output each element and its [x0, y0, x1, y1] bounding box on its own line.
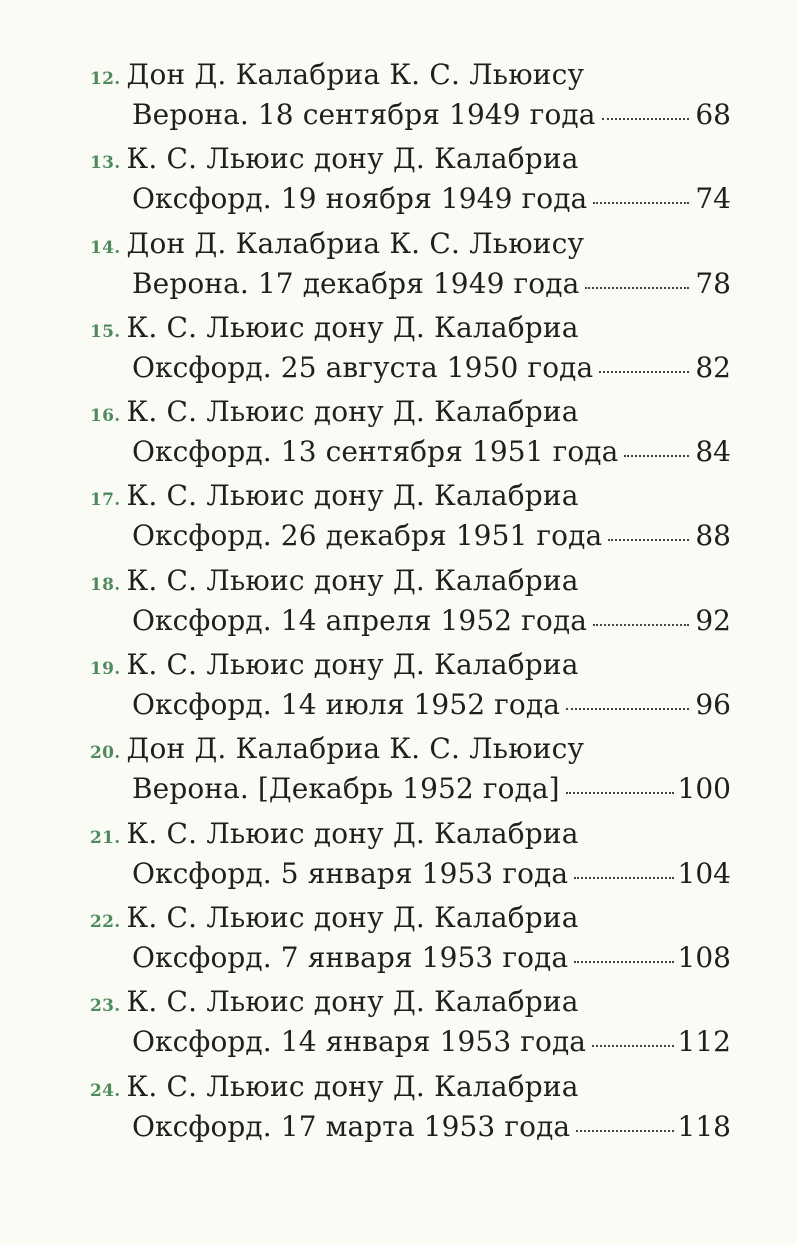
entry-page-number: 82 — [695, 350, 731, 384]
entry-heading-line — [90, 311, 579, 351]
entry-number: 17. — [90, 490, 121, 511]
entry-heading: Дон Д. Калабриа К. С. Льюису — [126, 58, 585, 91]
dot-leader — [608, 537, 689, 541]
toc-entry[interactable] — [0, 985, 797, 1069]
entry-heading-line — [90, 732, 584, 772]
entry-page-number: 112 — [677, 1025, 731, 1059]
entry-place-date: Оксфорд. 19 ноября 1949 года — [132, 182, 588, 216]
toc-entry[interactable] — [0, 58, 797, 142]
dot-leader — [593, 622, 689, 626]
entry-page-number: 108 — [677, 940, 731, 974]
entry-number: 19. — [90, 659, 121, 680]
entry-place-line — [132, 1025, 731, 1065]
entry-page-number: 74 — [695, 182, 731, 216]
toc-entry[interactable] — [0, 395, 797, 479]
dot-leader — [576, 1128, 673, 1132]
entry-number: 22. — [90, 911, 121, 932]
toc-entry[interactable] — [0, 732, 797, 816]
entry-place-line — [132, 351, 731, 391]
entry-heading-line — [90, 142, 579, 182]
entry-place-line — [132, 941, 731, 981]
toc-entry[interactable] — [0, 817, 797, 901]
entry-heading: К. С. Льюис дону Д. Калабриа — [126, 648, 579, 682]
dot-leader — [566, 790, 674, 794]
entry-place-line — [132, 1110, 731, 1150]
entry-page-number: 100 — [677, 772, 731, 806]
entry-page-number: 88 — [695, 519, 731, 553]
entry-heading-line — [90, 58, 584, 98]
entry-number: 18. — [90, 574, 121, 595]
entry-page-number: 118 — [677, 1109, 731, 1143]
entry-place-date: Оксфорд. 25 августа 1950 года — [132, 350, 594, 384]
entry-heading-line — [90, 227, 584, 267]
entry-heading: К. С. Льюис дону Д. Калабриа — [126, 395, 579, 429]
toc-entry[interactable] — [0, 1070, 797, 1154]
entry-heading-line — [90, 648, 579, 688]
entry-heading: К. С. Льюис дону Д. Калабриа — [126, 1069, 579, 1103]
entry-place-date: Оксфорд. 26 декабря 1951 года — [132, 519, 603, 553]
entry-page-number: 78 — [695, 266, 731, 300]
dot-leader — [566, 706, 689, 710]
toc-entry[interactable] — [0, 901, 797, 985]
entry-number: 20. — [90, 743, 121, 764]
dot-leader — [585, 285, 689, 289]
entry-place-line — [132, 435, 731, 475]
entry-number: 24. — [90, 1080, 121, 1101]
entry-number: 21. — [90, 827, 121, 848]
entry-place-line — [132, 857, 731, 897]
toc-entry[interactable] — [0, 142, 797, 226]
entry-heading-line — [90, 1070, 579, 1110]
dot-leader — [599, 369, 689, 373]
entry-number: 14. — [90, 237, 121, 258]
entry-heading: К. С. Льюис дону Д. Калабриа — [126, 985, 579, 1019]
entry-heading-line — [90, 564, 579, 604]
entry-page-number: 84 — [695, 435, 731, 469]
entry-heading-line — [90, 817, 579, 857]
entry-place-date: Оксфорд. 14 января 1953 года — [132, 1025, 587, 1059]
entry-heading-line — [90, 479, 579, 519]
entry-number: 15. — [90, 321, 121, 342]
entry-heading: К. С. Льюис дону Д. Калабриа — [126, 310, 579, 344]
toc-entry[interactable] — [0, 479, 797, 563]
dot-leader — [593, 200, 689, 204]
table-of-contents — [0, 58, 797, 1154]
entry-heading: К. С. Льюис дону Д. Калабриа — [126, 563, 579, 597]
toc-entry[interactable] — [0, 311, 797, 395]
entry-place-date: Оксфорд. 5 января 1953 года — [132, 856, 569, 890]
entry-place-line — [132, 267, 731, 307]
entry-place-line — [132, 604, 731, 644]
entry-place-line — [132, 519, 731, 559]
entry-heading: К. С. Льюис дону Д. Калабриа — [126, 816, 579, 850]
dot-leader — [574, 959, 673, 963]
entry-place-date: Оксфорд. 14 июля 1952 года — [132, 688, 561, 722]
entry-number: 12. — [90, 69, 121, 89]
dot-leader — [624, 453, 689, 457]
entry-place-date: Оксфорд. 13 сентября 1951 года — [132, 435, 619, 469]
entry-page-number: 96 — [695, 688, 731, 722]
toc-entry[interactable] — [0, 227, 797, 311]
entry-page-number: 104 — [677, 856, 731, 890]
entry-number: 23. — [90, 996, 121, 1017]
entry-place-date: Оксфорд. 17 марта 1953 года — [132, 1109, 571, 1143]
entry-page-number: 92 — [695, 603, 731, 637]
dot-leader — [574, 875, 673, 879]
entry-page-number: 68 — [695, 98, 731, 131]
entry-place-line — [132, 182, 731, 222]
entry-place-date: Оксфорд. 7 января 1953 года — [132, 940, 569, 974]
toc-entry[interactable] — [0, 648, 797, 732]
entry-place-date: Оксфорд. 14 апреля 1952 года — [132, 603, 588, 637]
entry-number: 13. — [90, 153, 121, 174]
entry-heading: К. С. Льюис дону Д. Калабриа — [126, 142, 579, 176]
entry-heading: К. С. Льюис дону Д. Калабриа — [126, 479, 579, 513]
entry-place-line — [132, 688, 731, 728]
dot-leader — [592, 1043, 673, 1047]
entry-heading-line — [90, 901, 579, 941]
dot-leader — [602, 116, 689, 120]
entry-heading-line — [90, 985, 579, 1025]
entry-heading: Дон Д. Калабриа К. С. Льюису — [126, 732, 585, 766]
entry-heading: К. С. Льюис дону Д. Калабриа — [126, 900, 579, 934]
entry-heading: Дон Д. Калабриа К. С. Льюису — [126, 226, 585, 260]
toc-entry[interactable] — [0, 564, 797, 648]
entry-place-date: Верона. 18 сентября 1949 года — [132, 98, 596, 131]
entry-place-date: Верона. 17 декабря 1949 года — [132, 266, 580, 300]
entry-place-line — [132, 772, 731, 812]
entry-place-date: Верона. [Декабрь 1952 года] — [132, 772, 560, 806]
entry-heading-line — [90, 395, 579, 435]
entry-place-line — [132, 98, 731, 138]
entry-number: 16. — [90, 406, 121, 427]
